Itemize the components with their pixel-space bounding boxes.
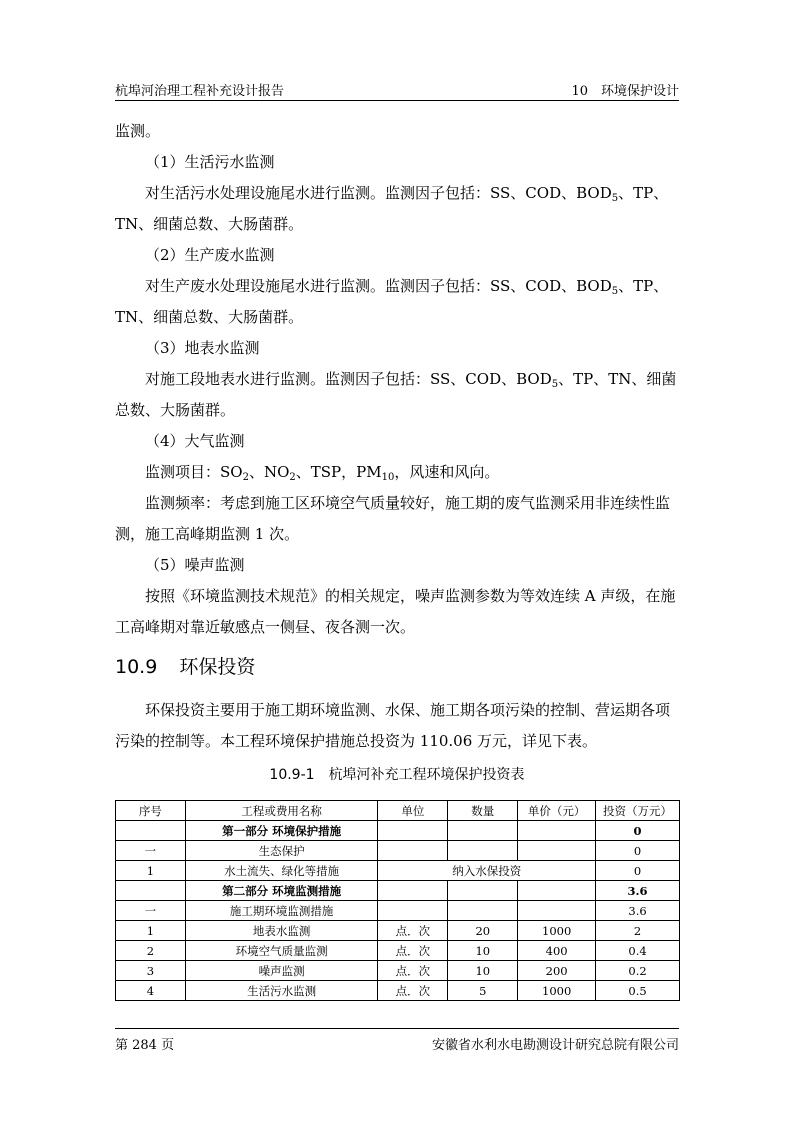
page-number: 第 284 页: [115, 1038, 175, 1053]
item1-text: 对生活污水处理设施尾水进行监测。监测因子包括：SS、COD、$BOD_5$、TP、TN、细菌总数、大肠菌群。: [115, 184, 669, 233]
item3-title: （3）地表水监测: [145, 339, 260, 357]
table-number: 10.9-1: [269, 767, 315, 783]
page-footer: [115, 1028, 679, 1051]
header-cell: 单位: [378, 801, 448, 821]
header-chapter-title: 10 环境保护设计: [571, 84, 679, 99]
header-cell: 投资（万元）: [596, 801, 680, 821]
item1-title: （1）生活污水监测: [145, 153, 275, 171]
table-row: 4 生活污水监测 点．次 5 1000 0.5: [116, 981, 680, 1001]
item4-title: （4）大气监测: [145, 432, 245, 450]
table-row: 一 施工期环境监测措施 3.6: [116, 901, 680, 921]
page-content: [115, 116, 679, 789]
investment-table: [115, 800, 680, 1001]
header-cell: 单价（元）: [518, 801, 596, 821]
table-row: 1 水土流失、绿化等措施 纳入水保投资 0: [116, 861, 680, 881]
table-caption: [115, 761, 679, 789]
item2-text: 对生产废水处理设施尾水进行监测。监测因子包括：SS、COD、$BOD_5$、TP、TN、细菌总数、大肠菌群。: [115, 277, 669, 326]
footer-organization: 安徽省水利水电勘测设计研究总院有限公司: [431, 1038, 679, 1053]
section-title: 环保投资: [179, 656, 256, 678]
table-row: 第一部分 环境保护措施 0: [116, 821, 680, 841]
table-title: 杭埠河补充工程环境保护投资表: [328, 767, 525, 783]
item5-text: 按照《环境监测技术规范》的相关规定，噪声监测参数为等效连续 A 声级，在施工高峰期对靠近敏感点一侧昼、夜各测一次。: [115, 587, 676, 636]
section-heading: [115, 647, 679, 687]
table-row: 3 噪声监测 点．次 10 200 0.2: [116, 961, 680, 981]
item5-title: （5）噪声监测: [145, 556, 245, 574]
header-report-title: 杭埠河治理工程补充设计报告: [115, 84, 285, 99]
item3-text: 对施工段地表水进行监测。监测因子包括：SS、COD、$BOD_5$、TP、TN、细菌总数、大肠菌群。: [115, 370, 677, 419]
section-number: 10.9: [115, 656, 158, 678]
table-row: 第二部分 环境监测措施 3.6: [116, 881, 680, 901]
item2-title: （2）生产废水监测: [145, 246, 275, 264]
header-cell: 工程或费用名称: [185, 801, 378, 821]
table-header-row: [116, 801, 680, 821]
section-text: 环保投资主要用于施工期环境监测、水保、施工期各项污染的控制、营运期各项污染的控制等。本工程环境保护措施总投资为 110.06 万元，详见下表。: [115, 701, 671, 750]
item4-frequency: 监测频率：考虑到施工区环境空气质量较好，施工期的废气监测采用非连续性监测，施工高峰期监测 1 次。: [115, 494, 671, 543]
table-row: 一 生态保护 0: [116, 841, 680, 861]
page-header: [115, 78, 679, 101]
table-row: 2 环境空气质量监测 点．次 10 400 0.4: [116, 941, 680, 961]
table-row: 1 地表水监测 点．次 20 1000 2: [116, 921, 680, 941]
header-cell: 序号: [116, 801, 186, 821]
continued-text: 监测。: [115, 122, 161, 140]
header-cell: 数量: [448, 801, 518, 821]
item4-text: 监测项目：$SO_2$、$NO_2$、TSP，$PM_{10}$，风速和风向。: [145, 463, 500, 483]
